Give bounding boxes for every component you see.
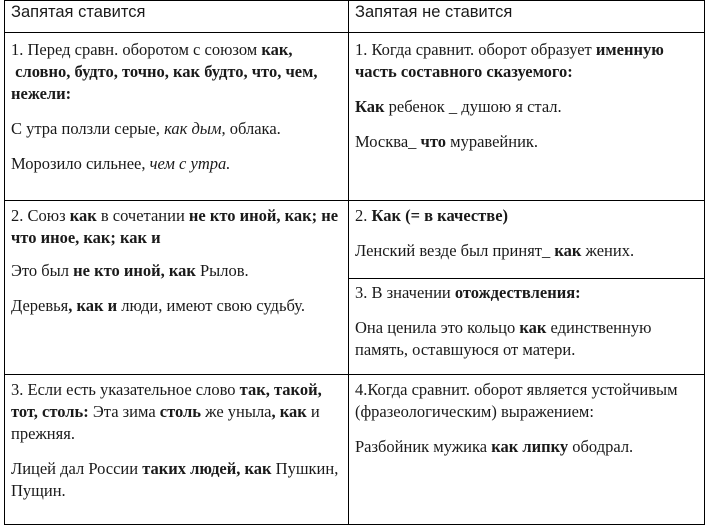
header-comma-not-used: Запятая не ставится bbox=[349, 1, 705, 33]
rule-text: 3. Если есть указательное слово так, такой, тот, столь: Эта зима столь же уныла, как и прежняя. bbox=[11, 380, 322, 443]
example-text: Это был не кто иной, как Рылов. bbox=[11, 261, 249, 280]
comma-rules-table bbox=[4, 0, 705, 525]
rule-text: 2. Как (= в качестве) bbox=[355, 206, 509, 225]
rule-text: 2. Союз как в сочетании не кто иной, как; не что иное, как; как и bbox=[11, 206, 339, 247]
rule-text: 1. Когда сравнит. оборот образует именную часть составного сказуемого: bbox=[355, 40, 664, 81]
table-row bbox=[5, 375, 705, 525]
table-row bbox=[5, 33, 705, 201]
header-comma-used: Запятая ставится bbox=[5, 1, 349, 33]
cell-rule-4-no-comma bbox=[349, 375, 705, 525]
example-text: Москва_ что муравейник. bbox=[355, 132, 539, 151]
cell-rule-2-comma bbox=[5, 201, 349, 375]
example-text: Как ребенок _ душою я стал. bbox=[355, 97, 562, 116]
example-text: Лицей дал России таких людей, как Пушкин, Пущин. bbox=[11, 459, 339, 500]
rule-text: 3. В значении отождествления: bbox=[355, 283, 581, 302]
example-text: Она ценила это кольцо как единственную память, оставшуюся от матери. bbox=[355, 318, 652, 359]
example-text: С утра ползли серые, как дым, облака. bbox=[11, 119, 281, 138]
rule-text: 1. Перед сравн. оборотом с союзом как, словно, будто, точно, как будто, что, чем, нежели: bbox=[11, 40, 318, 103]
example-text: Морозило сильнее, чем с утра. bbox=[11, 154, 231, 173]
cell-rule-2-no-comma bbox=[349, 201, 705, 279]
cell-rule-3-comma bbox=[5, 375, 349, 525]
cell-rule-1-no-comma bbox=[349, 33, 705, 201]
cell-rule-1-comma bbox=[5, 33, 349, 201]
example-text: Разбойник мужика как липку ободрал. bbox=[355, 437, 634, 456]
rule-text: 4.Когда сравнит. оборот является устойчивым (фразеологическим) выражением: bbox=[355, 380, 678, 421]
header-row bbox=[5, 1, 705, 33]
table-row bbox=[5, 201, 705, 279]
cell-rule-3-no-comma bbox=[349, 279, 705, 375]
example-text: Ленский везде был принят_ как жених. bbox=[355, 241, 635, 260]
example-text: Деревья, как и люди, имеют свою судьбу. bbox=[11, 296, 305, 315]
